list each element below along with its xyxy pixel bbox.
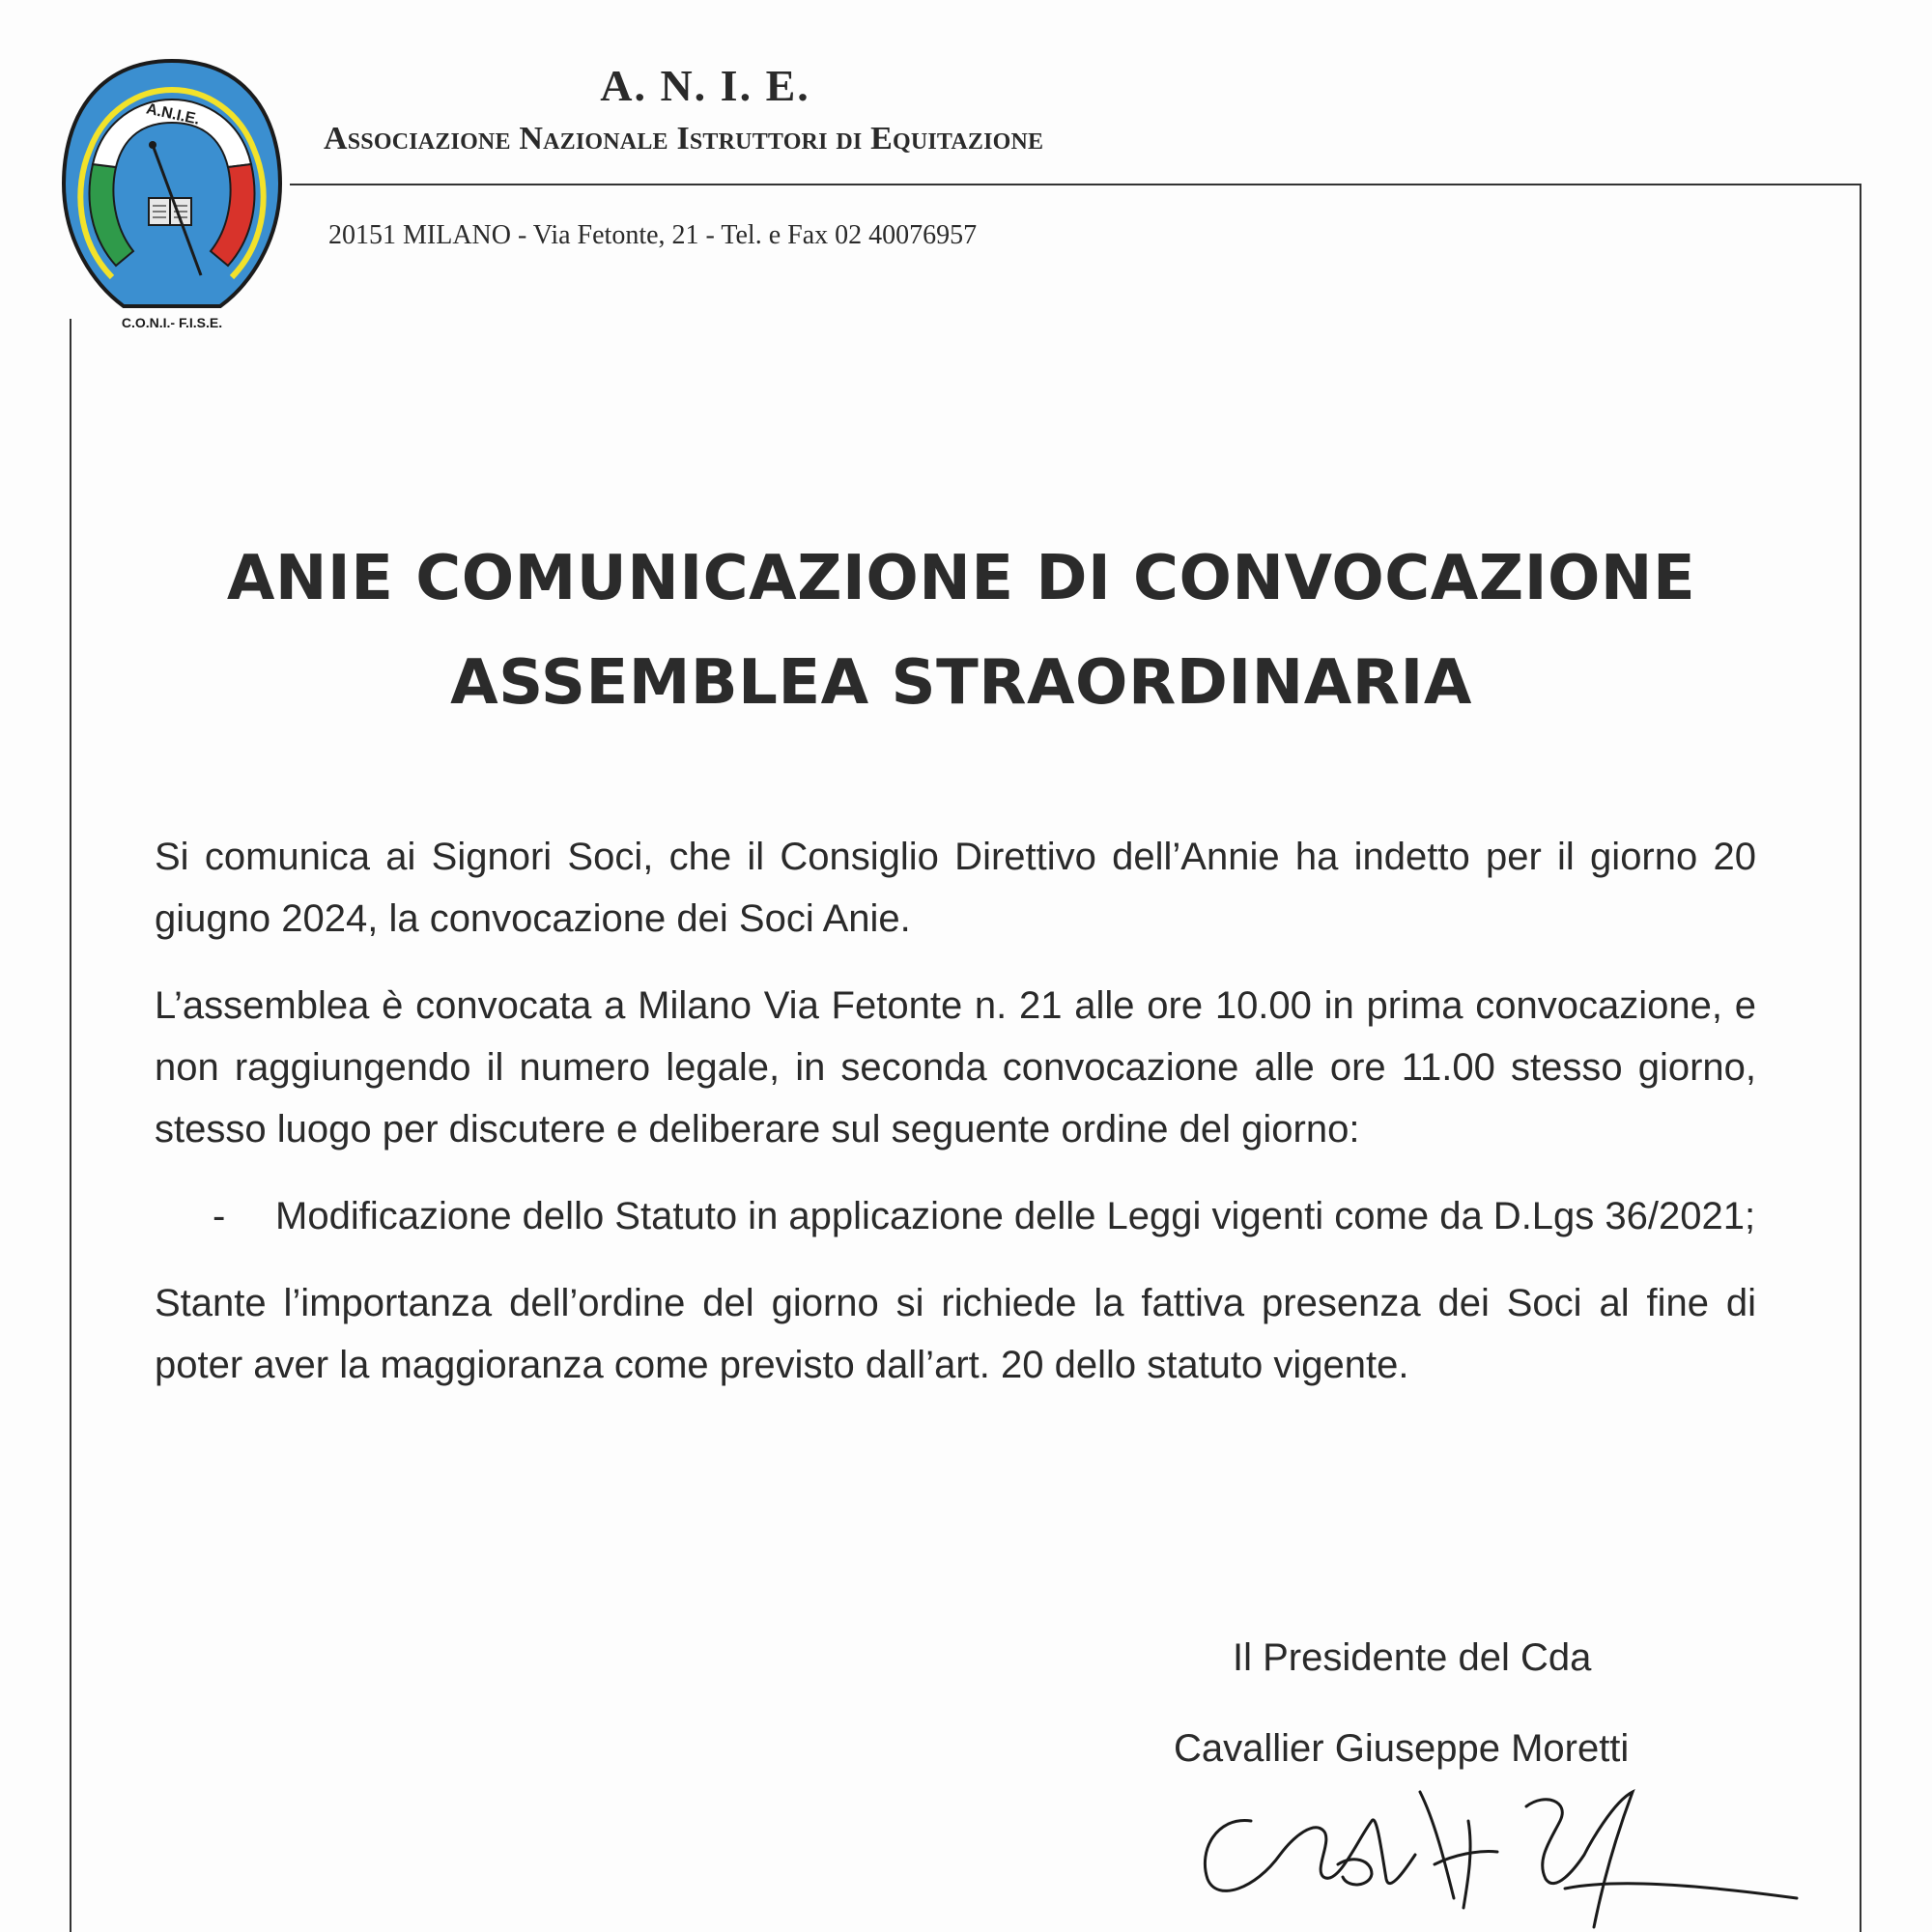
frame-left-line bbox=[70, 319, 71, 1932]
title-line-1: ANIE COMUNICAZIONE DI CONVOCAZIONE bbox=[226, 543, 1696, 614]
organization-abbreviation: A. N. I. E. bbox=[600, 61, 810, 110]
title-line-2: ASSEMBLEA STRAORDINARIA bbox=[450, 647, 1472, 719]
document-body bbox=[155, 826, 1756, 1421]
svg-text:C.O.N.I.- F.I.S.E.: C.O.N.I.- F.I.S.E. bbox=[121, 315, 223, 330]
bullet-dash: - bbox=[213, 1195, 226, 1237]
handwritten-signature bbox=[1179, 1763, 1835, 1932]
svg-text:A.N.I.E.: A.N.I.E. bbox=[144, 100, 202, 128]
agenda-item bbox=[155, 1185, 1756, 1247]
signatory-name: Cavallier Giuseppe Moretti bbox=[1174, 1727, 1630, 1770]
document-title bbox=[145, 526, 1777, 735]
body-paragraph-1: Si comunica ai Signori Soci, che il Consiglio Direttivo dell’Annie ha indetto per il giorno 20 giugno 2024, la convocazione dei Soci Anie. bbox=[155, 836, 1756, 940]
organization-address: 20151 MILANO - Via Fetonte, 21 - Tel. e Fax 02 40076957 bbox=[328, 220, 978, 250]
signatory-role: Il Presidente del Cda bbox=[1233, 1636, 1592, 1679]
agenda-item-text: Modificazione dello Statuto in applicazione delle Leggi vigenti come da D.Lgs 36/2021; bbox=[275, 1195, 1756, 1237]
frame-top-line bbox=[290, 184, 1861, 185]
frame-right-line bbox=[1860, 184, 1861, 1932]
anie-logo bbox=[56, 53, 288, 333]
body-paragraph-2: L’assemblea è convocata a Milano Via Fetonte n. 21 alle ore 10.00 in prima convocazione, e non raggiungendo il numero legale, in seconda convocazione alle ore 11.00 stesso giorno, stesso luogo per discutere e deliberare sul seguente ordine del giorno: bbox=[155, 984, 1756, 1151]
organization-name: Associazione Nazionale Istruttori di Equitazione bbox=[324, 121, 1044, 156]
body-paragraph-3: Stante l’importanza dell’ordine del giorno si richiede la fattiva presenza dei Soci al fine di poter aver la maggioranza come previsto dall’art. 20 dello statuto vigente. bbox=[155, 1282, 1756, 1386]
